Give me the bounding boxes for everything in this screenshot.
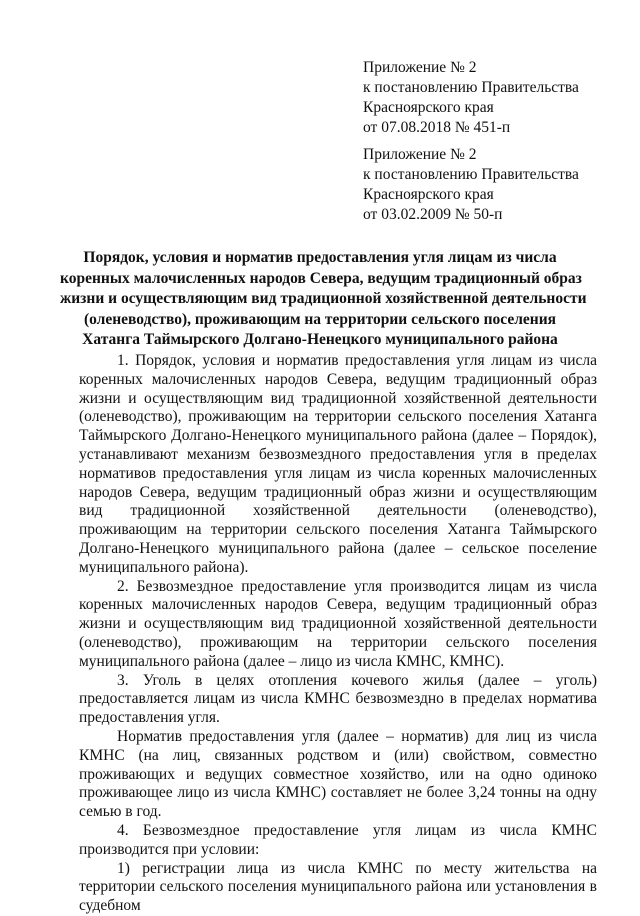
title-line: коренных малочисленных народов Севера, ведущим традиционный образ <box>60 269 582 287</box>
paragraph-3: 3. Уголь в целях отопления кочевого жилья (далее – уголь) предоставляется лицам из числа КМНС безвозмездно в пределах норматива предоставления угля. <box>79 671 597 727</box>
appendix-note-2009 <box>363 145 579 225</box>
appendix-line: Красноярского края <box>363 186 494 203</box>
appendix-line: к постановлению Правительства <box>363 166 579 183</box>
document-body <box>79 352 597 916</box>
title-line: Хатанга Таймырского Долгано-Ненецкого муниципального района <box>82 331 558 348</box>
appendix-note-2018 <box>363 58 579 138</box>
paragraph-4-item-1: 1) регистрации лица из числа КМНС по месту жительства на территории сельского поселения муниципального района или установления в судебном <box>79 859 597 915</box>
appendix-line: Приложение № 2 <box>363 146 477 163</box>
paragraph-norm: Норматив предоставления угля (далее – норматив) для лиц из числа КМНС (на лиц, связанных родством и (или) свойством, совместно проживающих и ведущих совместное хозяйство, или на одно одиноко проживающее лицо из числа КМНС) составляет не более 3,24 тонны на одну семью в год. <box>79 727 597 821</box>
appendix-line: Красноярского края <box>363 99 494 116</box>
appendix-line: Приложение № 2 <box>363 59 477 76</box>
appendix-line: от 03.02.2009 № 50-п <box>363 206 503 223</box>
paragraph-1: 1. Порядок, условия и норматив предоставления угля лицам из числа коренных малочисленных народов Севера, ведущим традиционный образ жизни и осуществляющим вид традиционной хозяйственной деятельности (оленеводство), проживающим на территории сельского поселения Хатанга Таймырского Долгано-Ненецкого муниципального района (далее – Порядок), устанавливают механизм безвозмездного предоставления угля в пределах нормативов предоставления угля лицам из числа коренных малочисленных народов Севера, ведущим традиционный образ жизни и осуществляющим вид традиционной хозяйственной деятельности (оленеводство), проживающим на территории сельского поселения Хатанга Таймырского Долгано-Ненецкого муниципального района (далее – сельское поселение муниципального района). <box>79 352 597 576</box>
title-line: (оленеводство), проживающим на территории сельского поселения <box>83 310 557 328</box>
title-line: жизни и осуществляющим вид традиционной хозяйственной деятельности <box>60 290 587 307</box>
title-line: Порядок, условия и норматив предоставления угля лицам из числа <box>83 249 557 266</box>
paragraph-4: 4. Безвозмездное предоставление угля лицам из числа КМНС производится при условии: <box>79 821 597 858</box>
document-title <box>60 248 587 351</box>
appendix-line: от 07.08.2018 № 451-п <box>363 119 511 136</box>
appendix-line: к постановлению Правительства <box>363 79 579 96</box>
paragraph-2: 2. Безвозмездное предоставление угля производится лицам из числа коренных малочисленных народов Севера, ведущим традиционный образ жизни и осуществляющим вид традиционной хозяйственной деятельности (оленеводство), проживающим на территории сельского поселения муниципального района (далее – лицо из числа КМНС, КМНС). <box>79 577 597 670</box>
